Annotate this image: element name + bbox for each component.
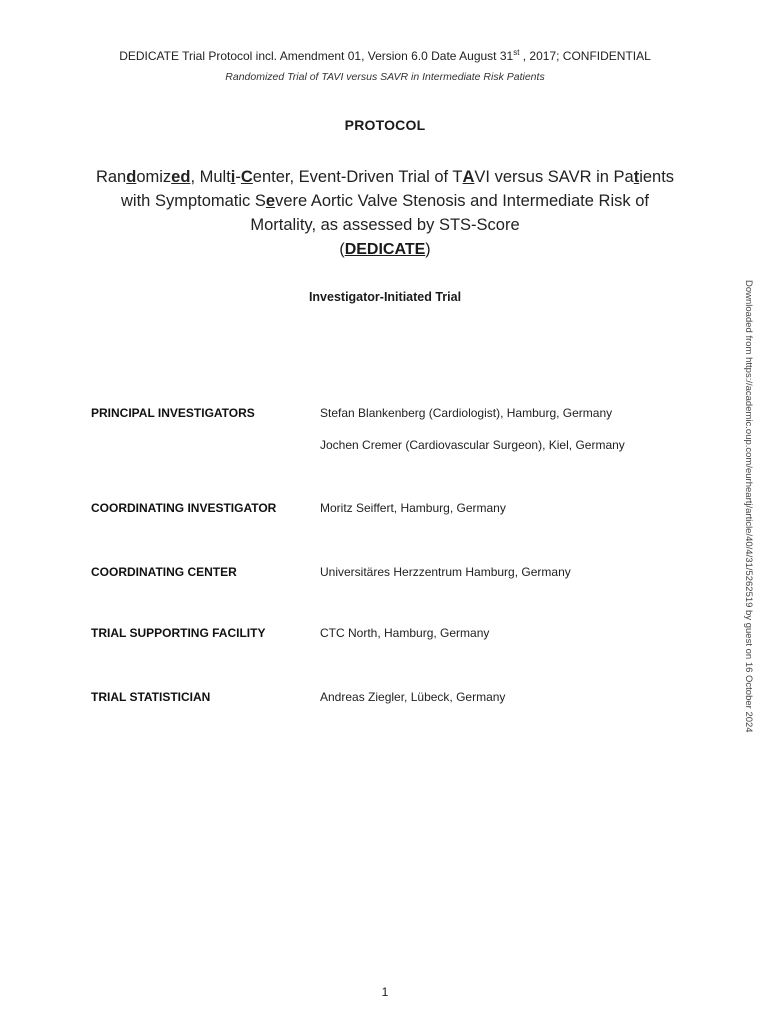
page-number: 1 <box>381 985 389 999</box>
coordinating-investigator: Moritz Seiffert, Hamburg, Germany <box>320 501 506 515</box>
coordinating-center: Universitäres Herzzentrum Hamburg, Germany <box>320 565 571 579</box>
title-text-segment: VI versus SAVR in Pa <box>474 168 634 186</box>
trial-statistician: Andreas Ziegler, Lübeck, Germany <box>320 690 506 704</box>
trial-statistician-label: TRIAL STATISTICIAN <box>91 690 211 704</box>
trial-type: Investigator-Initiated Trial <box>308 290 462 304</box>
title-underlined-letters: A <box>462 168 475 186</box>
acronym-text: DEDICATE <box>344 241 426 258</box>
trial-supporting-facility-label: TRIAL SUPPORTING FACILITY <box>91 626 266 640</box>
title-text-segment: with Symptomatic S <box>121 192 266 210</box>
download-watermark <box>742 280 756 746</box>
trial-supporting-facility: CTC North, Hamburg, Germany <box>320 626 490 640</box>
coordinating-investigator-label: COORDINATING INVESTIGATOR <box>91 501 277 515</box>
principal-investigators-label: PRINCIPAL INVESTIGATORS <box>91 406 255 420</box>
title-line-1 <box>60 165 710 189</box>
title-line-3: Mortality, as assessed by STS-Score <box>250 216 520 234</box>
principal-investigator-1: Stefan Blankenberg (Cardiologist), Hamburg, Germany <box>320 406 613 420</box>
document-header <box>0 48 770 63</box>
title-text-segment: vere Aortic Valve Stenosis and Intermediate Risk of <box>275 192 649 210</box>
title-text-segment: ients <box>639 168 675 186</box>
acronym-close-paren: ) <box>425 241 431 258</box>
header-text-tail: , 2017; CONFIDENTIAL <box>519 49 651 63</box>
title-text-segment: omiz <box>136 168 172 186</box>
title-underlined-letters: t <box>633 168 640 186</box>
download-watermark-text: Downloaded from https://academic.oup.com/eurheartj/article/40/4/31/5262519 by guest on 16 October 2024 <box>743 280 754 733</box>
trial-acronym <box>0 241 770 259</box>
title-underlined-letters: e <box>265 192 276 210</box>
header-text: DEDICATE Trial Protocol incl. Amendment 01, Version 6.0 Date August 31 <box>119 49 514 63</box>
trial-title <box>60 165 710 237</box>
principal-investigator-2: Jochen Cremer (Cardiovascular Surgeon), Kiel, Germany <box>320 438 625 452</box>
title-underlined-letters: C <box>240 168 253 186</box>
title-underlined-letters: ed <box>171 168 191 186</box>
header-superscript: st <box>513 48 520 57</box>
title-line-2 <box>60 189 710 213</box>
title-text-segment: , Mult <box>190 168 231 186</box>
protocol-heading: PROTOCOL <box>344 117 426 133</box>
title-text-segment: Ran <box>95 168 127 186</box>
coordinating-center-label: COORDINATING CENTER <box>91 565 237 579</box>
title-underlined-letters: d <box>126 168 137 186</box>
title-text-segment: - <box>235 168 241 186</box>
document-subheader: Randomized Trial of TAVI versus SAVR in Intermediate Risk Patients <box>225 71 545 83</box>
title-text-segment: enter, Event-Driven Trial of T <box>252 168 463 186</box>
title-underlined-letters: i <box>230 168 236 186</box>
acronym-open-paren: ( <box>339 241 345 258</box>
